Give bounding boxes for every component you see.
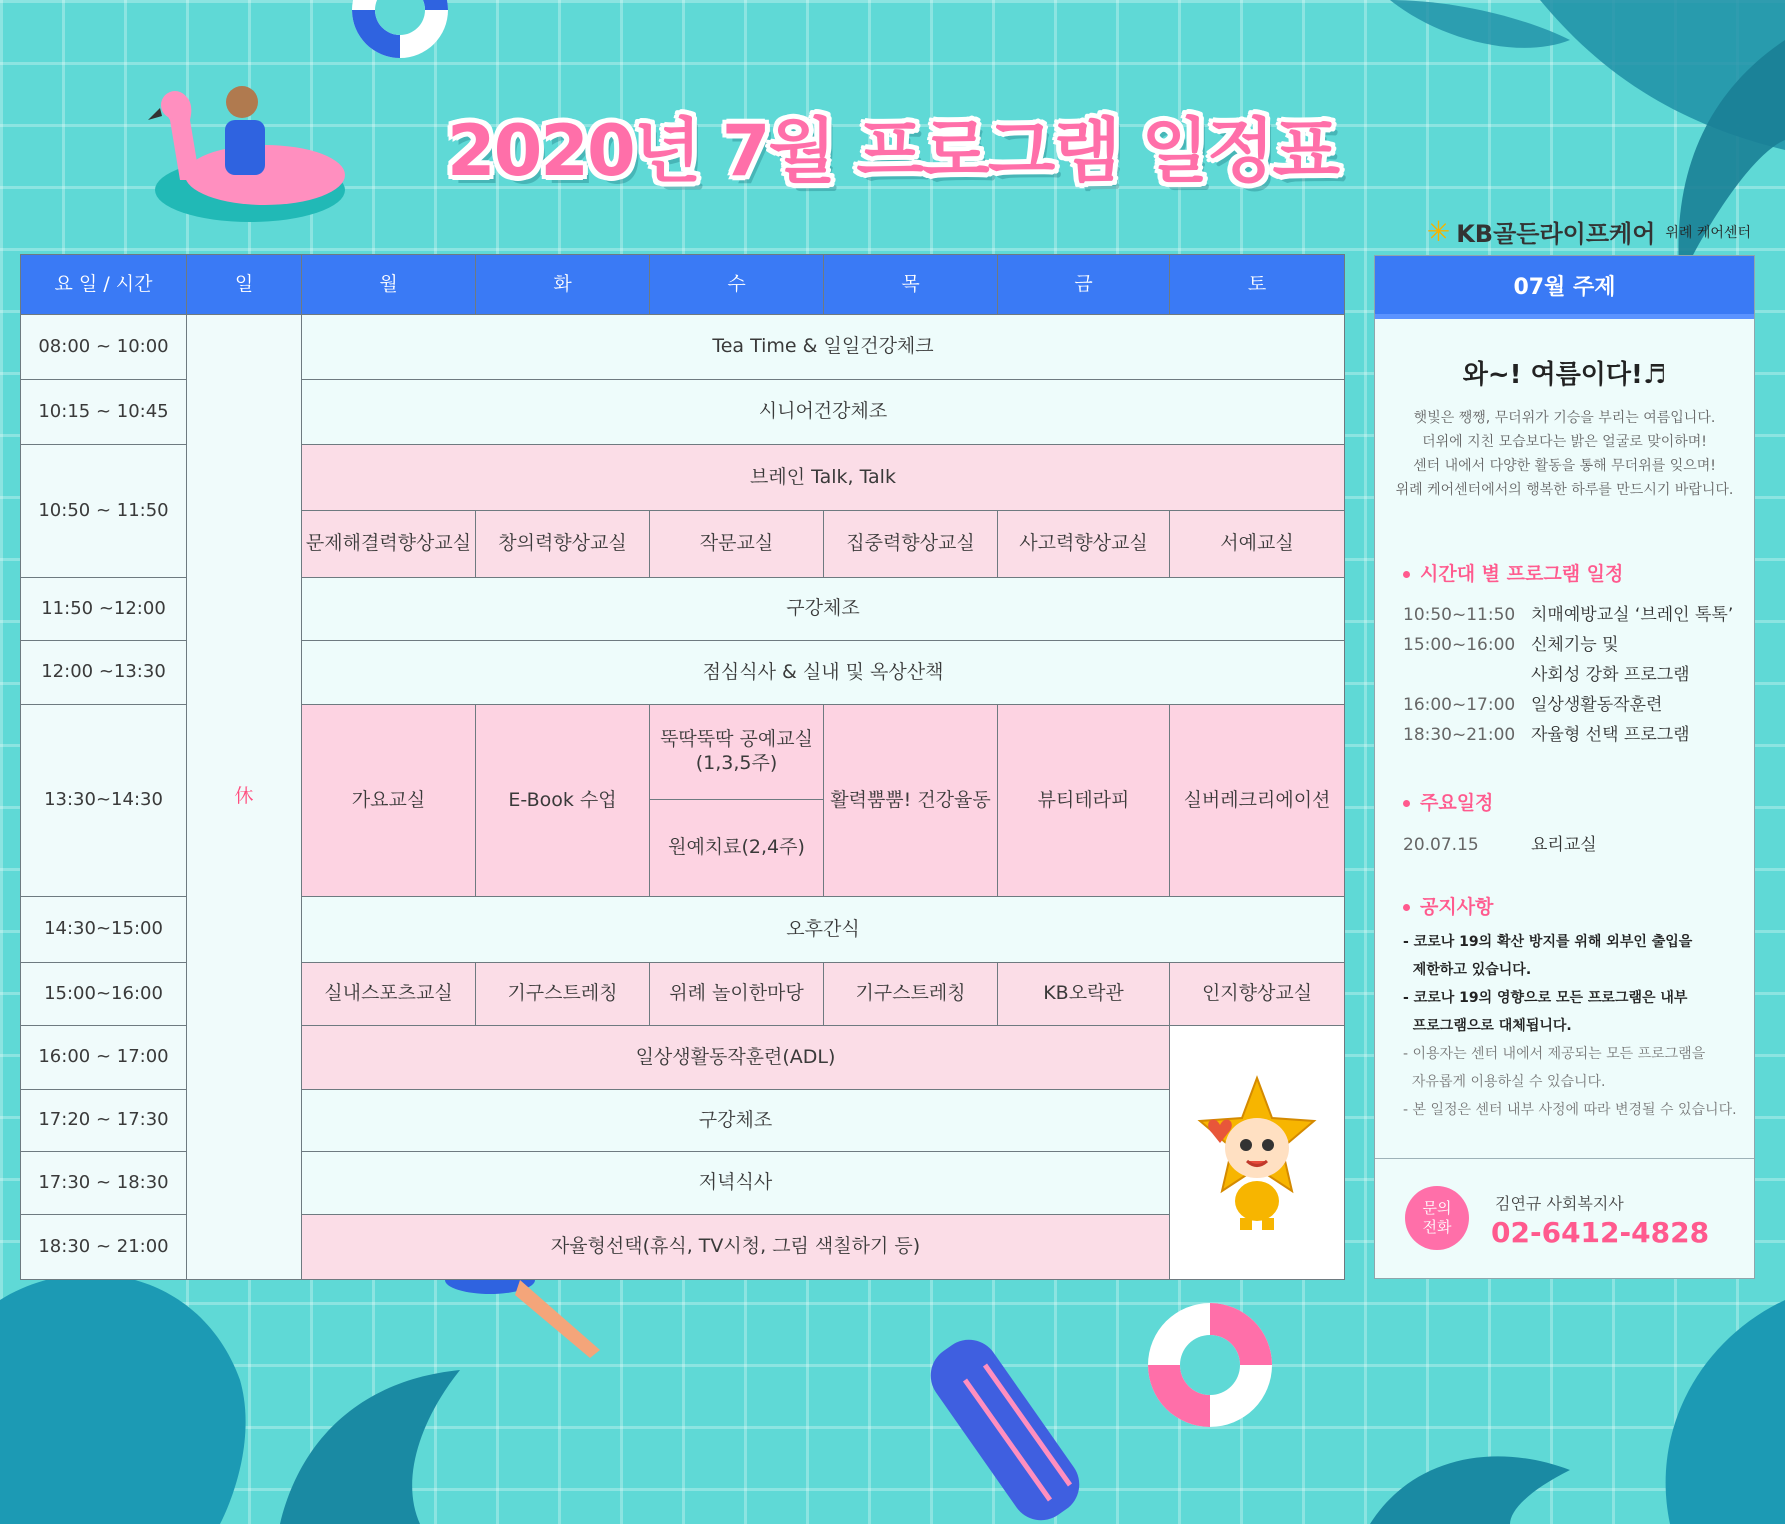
afternoon-mon: 가요교실 — [301, 704, 476, 897]
time-cell: 12:00 ~13:30 — [20, 640, 187, 705]
time-cell: 08:00 ~ 10:00 — [20, 314, 187, 380]
time-cell: 17:20 ~ 17:30 — [20, 1089, 187, 1152]
schedule-text: 치매예방교실 ‘브레인 톡톡’ — [1531, 605, 1734, 625]
star-mascot-icon — [1192, 1073, 1322, 1233]
p1500-thu: 기구스트레칭 — [823, 962, 998, 1026]
schedule-row — [1403, 690, 1662, 715]
kb-star-icon: ✳ — [1426, 215, 1451, 248]
schedule-text: 신체기능 및 — [1531, 635, 1619, 655]
afternoon-wed-gardening: 원예치료(2,4주) — [649, 799, 824, 897]
notice-list — [1403, 928, 1743, 1124]
notice-line: - 이용자는 센터 내에서 제공되는 모든 프로그램을 — [1403, 1046, 1706, 1062]
contact-phone[interactable]: 02-6412-4828 — [1491, 1216, 1710, 1249]
schedule-time: 15:00~16:00 — [1403, 635, 1516, 655]
p1500-wed: 위례 놀이한마당 — [649, 962, 824, 1026]
section-notices — [1403, 892, 1493, 919]
bullet-icon — [1403, 571, 1410, 578]
program-snack: 오후간식 — [301, 896, 1345, 963]
program-senior-exercise: 시니어건강체조 — [301, 379, 1345, 445]
afternoon-sat: 실버레크리에이션 — [1169, 704, 1345, 897]
bullet-icon — [1403, 904, 1410, 911]
intro-line: 햇빛은 쨍쨍, 무더위가 기승을 부리는 여름입니다. — [1413, 410, 1716, 426]
swim-ring-top-icon — [345, 0, 455, 65]
schedule-text: 자율형 선택 프로그램 — [1531, 725, 1690, 745]
time-cell: 16:00 ~ 17:00 — [20, 1025, 187, 1090]
section-title: 시간대 별 프로그램 일정 — [1420, 563, 1624, 585]
intro-line: 센터 내에서 다양한 활동을 통해 무더위를 잊으며! — [1413, 458, 1716, 474]
time-cell: 10:15 ~ 10:45 — [20, 379, 187, 445]
afternoon-wed-crafts: 뚝딱뚝딱 공예교실 (1,3,5주) — [649, 704, 824, 800]
notice-line: 프로그램으로 대체됩니다. — [1403, 1018, 1572, 1034]
notice-line: 자유롭게 이용하실 수 있습니다. — [1403, 1074, 1606, 1090]
schedule-table — [20, 254, 1345, 1280]
bullet-icon — [1403, 800, 1410, 807]
schedule-time: 18:30~21:00 — [1403, 725, 1516, 745]
p1500-tue: 기구스트레칭 — [475, 962, 650, 1026]
brain-class-fri: 사고력향상교실 — [997, 510, 1170, 578]
section-time-schedule — [1403, 559, 1623, 586]
afternoon-fri: 뷰티테라피 — [997, 704, 1170, 897]
program-tea-time: Tea Time & 일일건강체크 — [301, 314, 1345, 380]
event-text: 요리교실 — [1531, 835, 1597, 855]
theme-headline: 와~! 여름이다!♬ — [1462, 360, 1667, 390]
schedule-time: 16:00~17:00 — [1403, 695, 1516, 715]
brand-logo — [1427, 214, 1751, 249]
major-event-row — [1403, 830, 1597, 855]
header-tue: 화 — [475, 254, 650, 315]
afternoon-thu: 활력뿜뿜! 건강율동 — [823, 704, 998, 897]
header-mon: 월 — [301, 254, 476, 315]
schedule-row — [1403, 600, 1733, 625]
header-fri: 금 — [997, 254, 1170, 315]
event-date: 20.07.15 — [1403, 835, 1479, 855]
header-sat: 토 — [1169, 254, 1345, 315]
notice-line: 제한하고 있습니다. — [1403, 962, 1532, 978]
contact-name: 김연규 사회복지사 — [1495, 1194, 1624, 1213]
schedule-row — [1403, 720, 1690, 745]
contact-badge: 문의 전화 — [1405, 1186, 1469, 1250]
section-title: 주요일정 — [1420, 792, 1494, 814]
brain-class-thu: 집중력향상교실 — [823, 510, 998, 578]
program-lunch: 점심식사 & 실내 및 옥상산책 — [301, 640, 1345, 705]
header-sun: 일 — [186, 254, 302, 315]
panel-divider — [1375, 1158, 1754, 1159]
program-oral-exercise: 구강체조 — [301, 577, 1345, 641]
brand-branch: 위례 케어센터 — [1665, 224, 1751, 241]
program-brain-talk: 브레인 Talk, Talk — [301, 444, 1345, 511]
notice-line: - 코로나 19의 영향으로 모든 프로그램은 내부 — [1403, 990, 1688, 1006]
brain-class-sat: 서예교실 — [1169, 510, 1345, 578]
time-cell: 15:00~16:00 — [20, 962, 187, 1026]
schedule-row — [1403, 660, 1690, 685]
theme-intro — [1375, 406, 1754, 502]
leaves-bottom-right-icon — [1370, 1300, 1785, 1524]
afternoon-tue: E-Book 수업 — [475, 704, 650, 897]
brain-class-tue: 창의력향상교실 — [475, 510, 650, 578]
p1500-fri: KB오락관 — [997, 962, 1170, 1026]
brain-class-mon: 문제해결력향상교실 — [301, 510, 476, 578]
p1500-sat: 인지향상교실 — [1169, 962, 1345, 1026]
schedule-text: 일상생활동작훈련 — [1531, 695, 1663, 715]
swim-ring-bottom-icon — [1145, 1300, 1275, 1430]
panel-header: 07월 주제 — [1375, 256, 1754, 319]
section-major-events — [1403, 788, 1493, 815]
time-cell: 18:30 ~ 21:00 — [20, 1214, 187, 1280]
air-mattress-icon — [930, 1320, 1110, 1524]
time-cell: 11:50 ~12:00 — [20, 577, 187, 641]
section-title: 공지사항 — [1420, 896, 1494, 918]
time-cell: 10:50 ~ 11:50 — [20, 444, 187, 578]
notice-line: - 본 일정은 센터 내부 사정에 따라 변경될 수 있습니다. — [1403, 1102, 1737, 1118]
header-time: 요 일 / 시간 — [20, 254, 187, 315]
schedule-row — [1403, 630, 1619, 655]
intro-line: 위례 케어센터에서의 행복한 하루를 만드시기 바랍니다. — [1395, 482, 1734, 498]
time-cell: 13:30~14:30 — [20, 704, 187, 897]
schedule-text: 사회성 강화 프로그램 — [1531, 665, 1690, 685]
program-free-choice: 자율형선택(휴식, TV시청, 그림 색칠하기 등) — [301, 1214, 1170, 1280]
header-thu: 목 — [823, 254, 998, 315]
monthly-theme-panel — [1374, 255, 1755, 1279]
program-adl: 일상생활동작훈련(ADL) — [301, 1025, 1170, 1090]
program-dinner: 저녁식사 — [301, 1151, 1170, 1215]
brand-name: KB골든라이프케어 — [1456, 220, 1656, 248]
sunday-closed: 休 — [186, 314, 302, 1280]
time-cell: 17:30 ~ 18:30 — [20, 1151, 187, 1215]
brain-class-wed: 작문교실 — [649, 510, 824, 578]
notice-line: - 코로나 19의 확산 방지를 위해 외부인 출입을 — [1403, 934, 1693, 950]
time-cell: 14:30~15:00 — [20, 896, 187, 963]
p1500-mon: 실내스포츠교실 — [301, 962, 476, 1026]
intro-line: 더위에 지친 모습보다는 밝은 얼굴로 맞이하며! — [1422, 434, 1707, 450]
header-wed: 수 — [649, 254, 824, 315]
program-oral-exercise-evening: 구강체조 — [301, 1089, 1170, 1152]
mascot-cell — [1169, 1025, 1345, 1280]
schedule-time: 10:50~11:50 — [1403, 605, 1516, 625]
page-title: 2020년 7월 프로그램 일정표 — [446, 110, 1339, 192]
